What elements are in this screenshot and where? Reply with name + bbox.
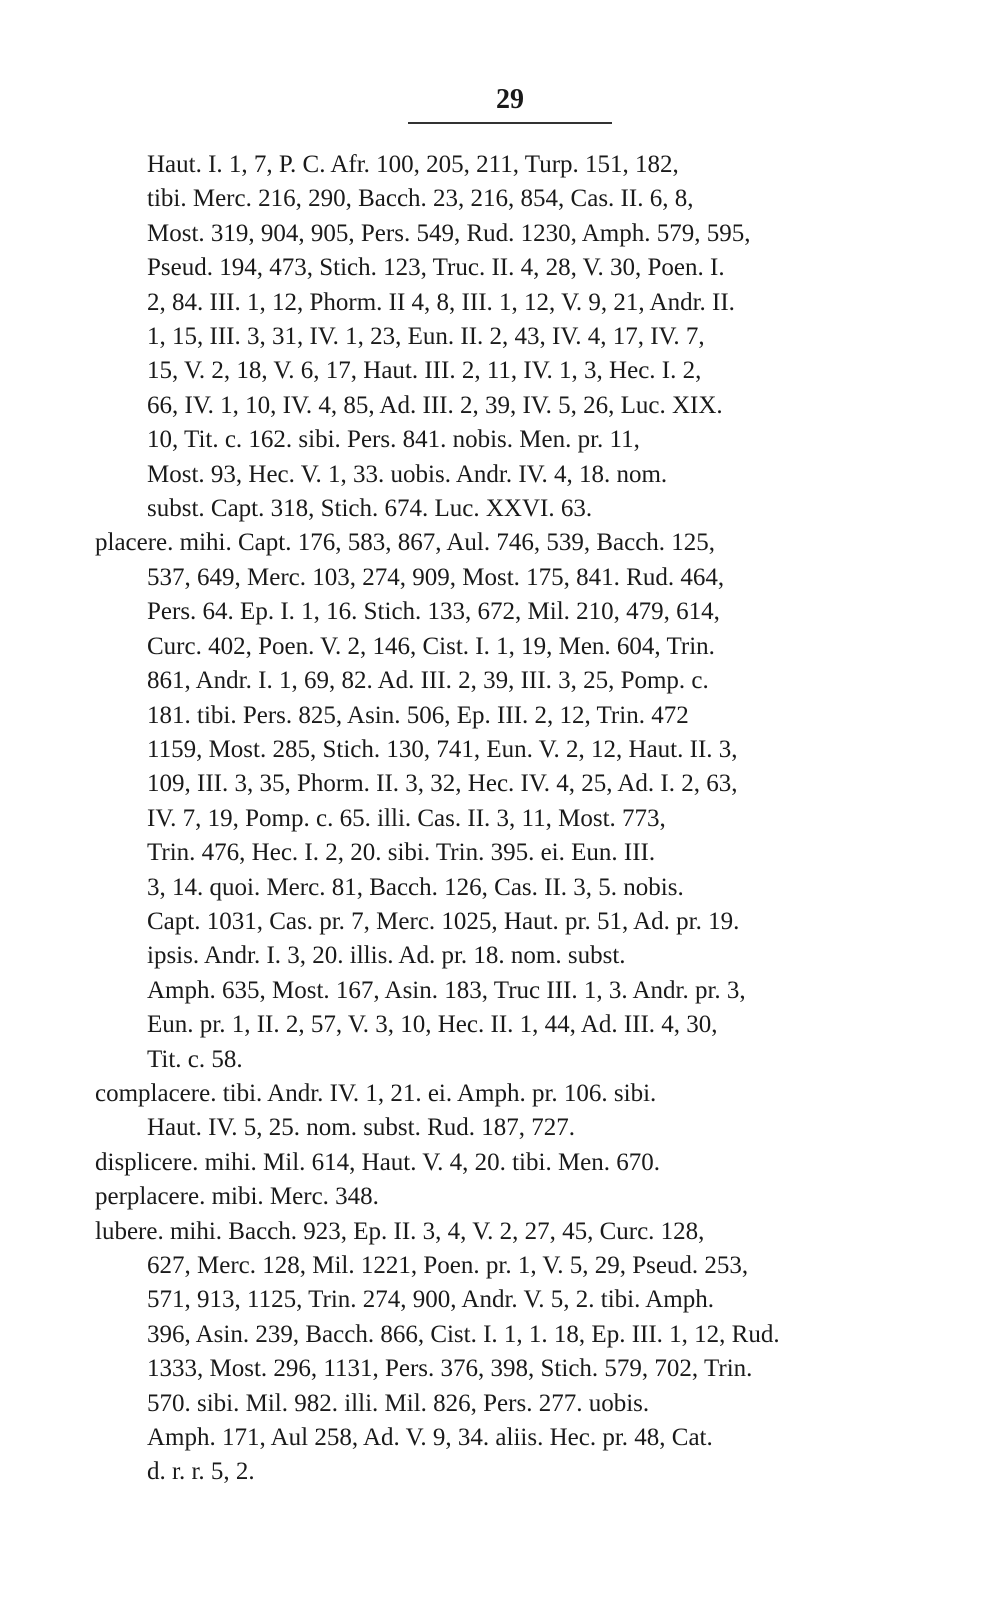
index-line: subst. Capt. 318, Stich. 674. Luc. XXVI. 63. (147, 495, 593, 523)
index-line: Pseud. 194, 473, Stich. 123, Truc. II. 4, 28, V. 30, Poen. I. (147, 254, 725, 282)
index-entry-headword-line: lubere. mihi. Bacch. 923, Ep. II. 3, 4, V. 2, 27, 45, Curc. 128, (95, 1217, 705, 1245)
index-line: Pers. 64. Ep. I. 1, 16. Stich. 133, 672, Mil. 210, 479, 614, (147, 598, 720, 626)
index-line: 1159, Most. 285, Stich. 130, 741, Eun. V. 2, 12, Haut. II. 3, (147, 735, 738, 763)
index-line: 181. tibi. Pers. 825, Asin. 506, Ep. III. 2, 12, Trin. 472 (147, 701, 689, 729)
index-line: Amph. 171, Aul 258, Ad. V. 9, 34. aliis. Hec. pr. 48, Cat. (147, 1424, 713, 1452)
page-number: 29 (496, 84, 524, 115)
index-line: 66, IV. 1, 10, IV. 4, 85, Ad. III. 2, 39, IV. 5, 26, Luc. XIX. (147, 391, 723, 419)
index-line: Tit. c. 58. (147, 1045, 243, 1073)
index-line: ipsis. Andr. I. 3, 20. illis. Ad. pr. 18. nom. subst. (147, 942, 626, 970)
index-line: 3, 14. quoi. Merc. 81, Bacch. 126, Cas. II. 3, 5. nobis. (147, 873, 684, 901)
index-line: tibi. Merc. 216, 290, Bacch. 23, 216, 854, Cas. II. 6, 8, (147, 185, 694, 213)
index-line: Haut. IV. 5, 25. nom. subst. Rud. 187, 727. (147, 1114, 576, 1142)
index-line: Most. 93, Hec. V. 1, 33. uobis. Andr. IV. 4, 18. nom. (147, 460, 668, 488)
index-line: 1333, Most. 296, 1131, Pers. 376, 398, Stich. 579, 702, Trin. (147, 1355, 753, 1383)
index-line: d. r. r. 5, 2. (147, 1458, 255, 1486)
index-line: Most. 319, 904, 905, Pers. 549, Rud. 1230, Amph. 579, 595, (147, 219, 751, 247)
index-line: Curc. 402, Poen. V. 2, 146, Cist. I. 1, 19, Men. 604, Trin. (147, 632, 715, 660)
index-line: Trin. 476, Hec. I. 2, 20. sibi. Trin. 395. ei. Eun. III. (147, 839, 656, 867)
index-line: 15, V. 2, 18, V. 6, 17, Haut. III. 2, 11, IV. 1, 3, Hec. I. 2, (147, 357, 702, 385)
index-line: 1, 15, III. 3, 31, IV. 1, 23, Eun. II. 2, 43, IV. 4, 17, IV. 7, (147, 323, 705, 351)
index-line: 10, Tit. c. 162. sibi. Pers. 841. nobis. Men. pr. 11, (147, 426, 640, 454)
index-text-block (95, 148, 955, 1490)
index-line: Haut. I. 1, 7, P. C. Afr. 100, 205, 211, Turp. 151, 182, (147, 151, 679, 178)
index-line: 861, Andr. I. 1, 69, 82. Ad. III. 2, 39, III. 3, 25, Pomp. c. (147, 667, 709, 695)
header-rule (408, 122, 612, 124)
index-line: 2, 84. III. 1, 12, Phorm. II 4, 8, III. 1, 12, V. 9, 21, Andr. II. (147, 288, 735, 316)
index-entry-headword-line: perplacere. mibi. Merc. 348. (95, 1183, 379, 1211)
index-line: 627, Merc. 128, Mil. 1221, Poen. pr. 1, V. 5, 29, Pseud. 253, (147, 1252, 749, 1279)
index-entry-headword-line: complacere. tibi. Andr. IV. 1, 21. ei. Amph. pr. 106. sibi. (95, 1079, 657, 1107)
index-line: 571, 913, 1125, Trin. 274, 900, Andr. V. 5, 2. tibi. Amph. (147, 1286, 714, 1314)
index-line: IV. 7, 19, Pomp. c. 65. illi. Cas. II. 3, 11, Most. 773, (147, 804, 666, 832)
index-line: 396, Asin. 239, Bacch. 866, Cist. I. 1, 1. 18, Ep. III. 1, 12, Rud. (147, 1320, 780, 1348)
index-line: Amph. 635, Most. 167, Asin. 183, Truc III. 1, 3. Andr. pr. 3, (147, 976, 746, 1004)
index-line: 109, III. 3, 35, Phorm. II. 3, 32, Hec. IV. 4, 25, Ad. I. 2, 63, (147, 770, 738, 798)
index-entry-headword-line: placere. mihi. Capt. 176, 583, 867, Aul. 746, 539, Bacch. 125, (95, 529, 716, 557)
index-line: 537, 649, Merc. 103, 274, 909, Most. 175, 841. Rud. 464, (147, 563, 725, 591)
index-line: 570. sibi. Mil. 982. illi. Mil. 826, Pers. 277. uobis. (147, 1389, 650, 1417)
index-entry-headword-line: displicere. mihi. Mil. 614, Haut. V. 4, 20. tibi. Men. 670. (95, 1148, 661, 1176)
index-line: Capt. 1031, Cas. pr. 7, Merc. 1025, Haut. pr. 51, Ad. pr. 19. (147, 907, 740, 935)
index-line: Eun. pr. 1, II. 2, 57, V. 3, 10, Hec. II. 1, 44, Ad. III. 4, 30, (147, 1011, 718, 1039)
